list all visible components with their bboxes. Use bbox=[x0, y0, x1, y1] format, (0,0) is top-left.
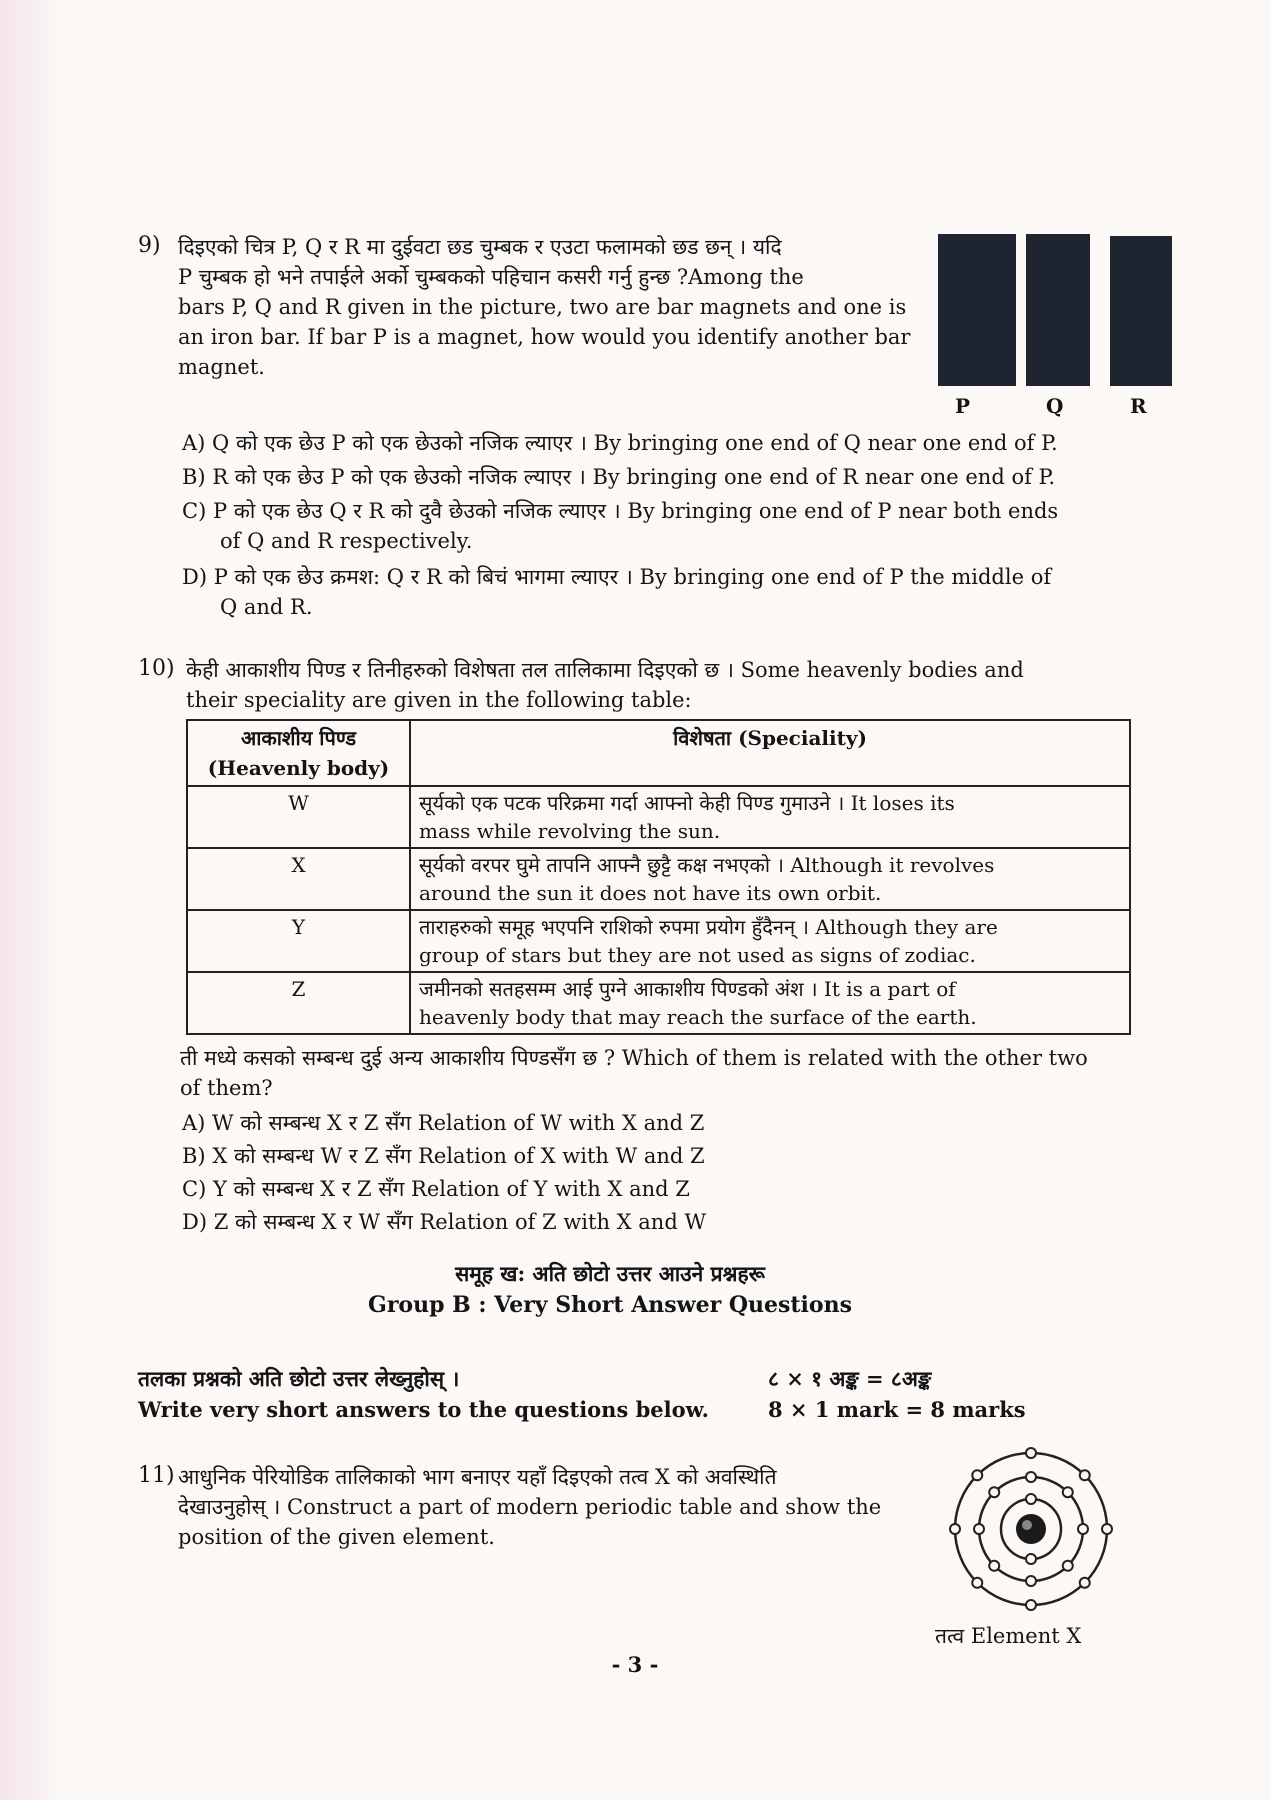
q10-number: 10) bbox=[138, 656, 175, 681]
page-number: - 3 - bbox=[611, 1652, 659, 1677]
cell-speciality bbox=[410, 848, 1130, 910]
electron bbox=[972, 1470, 982, 1480]
electron bbox=[1063, 1487, 1073, 1497]
electron bbox=[1080, 1470, 1090, 1480]
q11-line: देखाउनुहोस् । Construct a part of modern periodic table and show the bbox=[178, 1495, 882, 1519]
option-text: P को एक छेउ क्रमश: Q र R को बिचं भागमा ल्याएर । By bringing one end of P the middle of bbox=[213, 565, 1052, 589]
group-b-instruction-en: Write very short answers to the questions below. bbox=[138, 1397, 709, 1422]
group-b-marks-en: 8 × 1 mark = 8 marks bbox=[768, 1397, 1026, 1422]
option-label: D) bbox=[182, 565, 208, 589]
q11-line: आधुनिक पेरियोडिक तालिकाको भाग बनाएर यहाँ दिइएको तत्व X को अवस्थिति bbox=[178, 1465, 777, 1489]
electron bbox=[1026, 1494, 1036, 1504]
option-label: C) bbox=[182, 499, 207, 523]
q9-option-c bbox=[182, 496, 1142, 556]
group-b-title-np: समूह ख: अति छोटो उत्तर आउने प्रश्नहरू bbox=[455, 1261, 765, 1286]
page-edge-tint bbox=[0, 0, 60, 1800]
option-label: B) bbox=[182, 465, 206, 489]
q9-line: bars P, Q and R given in the picture, two are bar magnets and one is bbox=[178, 295, 907, 319]
atom-shells bbox=[950, 1448, 1112, 1610]
q10-text bbox=[186, 655, 1146, 715]
cell-body: Z bbox=[187, 972, 410, 1034]
q10-line: their speciality are given in the following table: bbox=[186, 688, 692, 712]
cell-speciality bbox=[410, 786, 1130, 848]
q9-option-a bbox=[182, 428, 1058, 458]
option-text: Y को सम्बन्ध X र Z सँग Relation of Y with X and Z bbox=[212, 1177, 690, 1201]
electron bbox=[950, 1524, 960, 1534]
q11-line: position of the given element. bbox=[178, 1525, 495, 1549]
cell-speciality bbox=[410, 910, 1130, 972]
bar-label-r: R bbox=[1130, 394, 1147, 418]
q9-line: an iron bar. If bar P is a magnet, how would you identify another bar bbox=[178, 325, 911, 349]
cell-line: around the sun it does not have its own orbit. bbox=[419, 881, 882, 905]
q10-option-d bbox=[182, 1207, 706, 1237]
option-label: A) bbox=[182, 431, 206, 455]
q11-text bbox=[178, 1462, 918, 1552]
cell-body: W bbox=[187, 786, 410, 848]
q10-line: केही आकाशीय पिण्ड र तिनीहरुको विशेषता तल तालिकामा दिइएको छ । Some heavenly bodies and bbox=[186, 658, 1024, 682]
table-header-row bbox=[187, 720, 1130, 786]
option-text: R को एक छेउ P को एक छेउको नजिक ल्याएर । By bringing one end of R near one end of P. bbox=[212, 465, 1056, 489]
group-b-title-en: Group B : Very Short Answer Questions bbox=[368, 1292, 852, 1318]
bar-p bbox=[938, 234, 1016, 386]
option-label: B) bbox=[182, 1144, 206, 1168]
electron bbox=[1078, 1524, 1088, 1534]
electron bbox=[1026, 1448, 1036, 1458]
bar-r bbox=[1110, 236, 1172, 386]
table-row bbox=[187, 786, 1130, 848]
option-label: C) bbox=[182, 1177, 207, 1201]
q9-line: दिइएको चित्र P, Q र R मा दुईवटा छड चुम्बक र एउटा फलामको छड छन् । यदि bbox=[178, 235, 782, 259]
electron bbox=[1026, 1576, 1036, 1586]
option-text: Q को एक छेउ P को एक छेउको नजिक ल्याएर । By bringing one end of Q near one end of P. bbox=[212, 431, 1058, 455]
table-row bbox=[187, 848, 1130, 910]
atom-diagram bbox=[946, 1444, 1116, 1614]
table-row bbox=[187, 910, 1130, 972]
electron bbox=[989, 1487, 999, 1497]
q10-option-c bbox=[182, 1174, 690, 1204]
electron bbox=[972, 1578, 982, 1588]
bar-label-p: P bbox=[955, 394, 971, 418]
option-text: Z को सम्बन्ध X र W सँग Relation of Z with X and W bbox=[213, 1210, 707, 1234]
cell-line: heavenly body that may reach the surface of the earth. bbox=[419, 1005, 977, 1029]
table-row bbox=[187, 972, 1130, 1034]
heavenly-bodies-table bbox=[186, 719, 1131, 1035]
option-text: W को सम्बन्ध X र Z सँग Relation of W with X and Z bbox=[212, 1111, 705, 1135]
electron bbox=[1080, 1578, 1090, 1588]
electron bbox=[1026, 1554, 1036, 1564]
q9-number: 9) bbox=[138, 233, 161, 258]
electron bbox=[1102, 1524, 1112, 1534]
cell-line: सूर्यको वरपर घुमे तापनि आफ्नै छुट्टै कक्ष नभएको । Although it revolves bbox=[419, 853, 995, 877]
q10-question bbox=[180, 1043, 1160, 1103]
q10-option-a bbox=[182, 1108, 704, 1138]
cell-line: ताराहरुको समूह भएपनि राशिको रुपमा प्रयोग हुँदैनन् । Although they are bbox=[419, 915, 998, 939]
q11-number: 11) bbox=[138, 1463, 175, 1488]
electron bbox=[989, 1561, 999, 1571]
cell-body: X bbox=[187, 848, 410, 910]
cell-line: जमीनको सतहसम्म आई पुग्ने आकाशीय पिण्डको अंश । It is a part of bbox=[419, 977, 956, 1001]
header-text: (Heavenly body) bbox=[207, 756, 390, 780]
q9-line: P चुम्बक हो भने तपाईले अर्को चुम्बकको पहिचान कसरी गर्नु हुन्छ ?Among the bbox=[178, 265, 804, 289]
bar-q bbox=[1026, 234, 1090, 386]
q10-option-b bbox=[182, 1141, 705, 1171]
q10-question-line: of them? bbox=[180, 1076, 273, 1100]
q9-text bbox=[178, 232, 918, 382]
option-label: A) bbox=[182, 1111, 206, 1135]
nucleus bbox=[1016, 1514, 1046, 1544]
q9-line: magnet. bbox=[178, 355, 265, 379]
group-b-marks-np: ८ × १ अङ्क = ८अङ्क bbox=[768, 1366, 932, 1391]
bar-label-q: Q bbox=[1046, 394, 1064, 418]
cell-line: सूर्यको एक पटक परिक्रमा गर्दा आफ्नो केही पिण्ड गुमाउने । It loses its bbox=[419, 791, 955, 815]
electron bbox=[1026, 1600, 1036, 1610]
option-text: P को एक छेउ Q र R को दुवै छेउको नजिक ल्याएर । By bringing one end of P near both ends bbox=[212, 499, 1059, 523]
q9-option-b bbox=[182, 462, 1055, 492]
nucleus-highlight bbox=[1022, 1520, 1032, 1530]
option-label: D) bbox=[182, 1210, 208, 1234]
electron bbox=[1026, 1472, 1036, 1482]
q10-question-line: ती मध्ये कसको सम्बन्ध दुई अन्य आकाशीय पिण्डसँग छ ? Which of them is related with the other two bbox=[180, 1046, 1088, 1070]
option-text: X को सम्बन्ध W र Z सँग Relation of X with W and Z bbox=[212, 1144, 705, 1168]
header-speciality: विशेषता (Speciality) bbox=[410, 720, 1130, 786]
atom-caption: तत्व Element X bbox=[935, 1624, 1082, 1648]
group-b-instruction-np: तलका प्रश्नको अति छोटो उत्तर लेख्नुहोस् । bbox=[138, 1366, 460, 1391]
header-text: आकाशीय पिण्ड bbox=[240, 726, 357, 750]
cell-speciality bbox=[410, 972, 1130, 1034]
cell-body: Y bbox=[187, 910, 410, 972]
option-text-cont: Q and R. bbox=[220, 595, 313, 619]
q9-option-d bbox=[182, 562, 1142, 622]
electron bbox=[974, 1524, 984, 1534]
cell-line: group of stars but they are not used as signs of zodiac. bbox=[419, 943, 976, 967]
electron bbox=[1063, 1561, 1073, 1571]
option-text-cont: of Q and R respectively. bbox=[220, 529, 473, 553]
cell-line: mass while revolving the sun. bbox=[419, 819, 721, 843]
header-heavenly-body bbox=[187, 720, 410, 786]
